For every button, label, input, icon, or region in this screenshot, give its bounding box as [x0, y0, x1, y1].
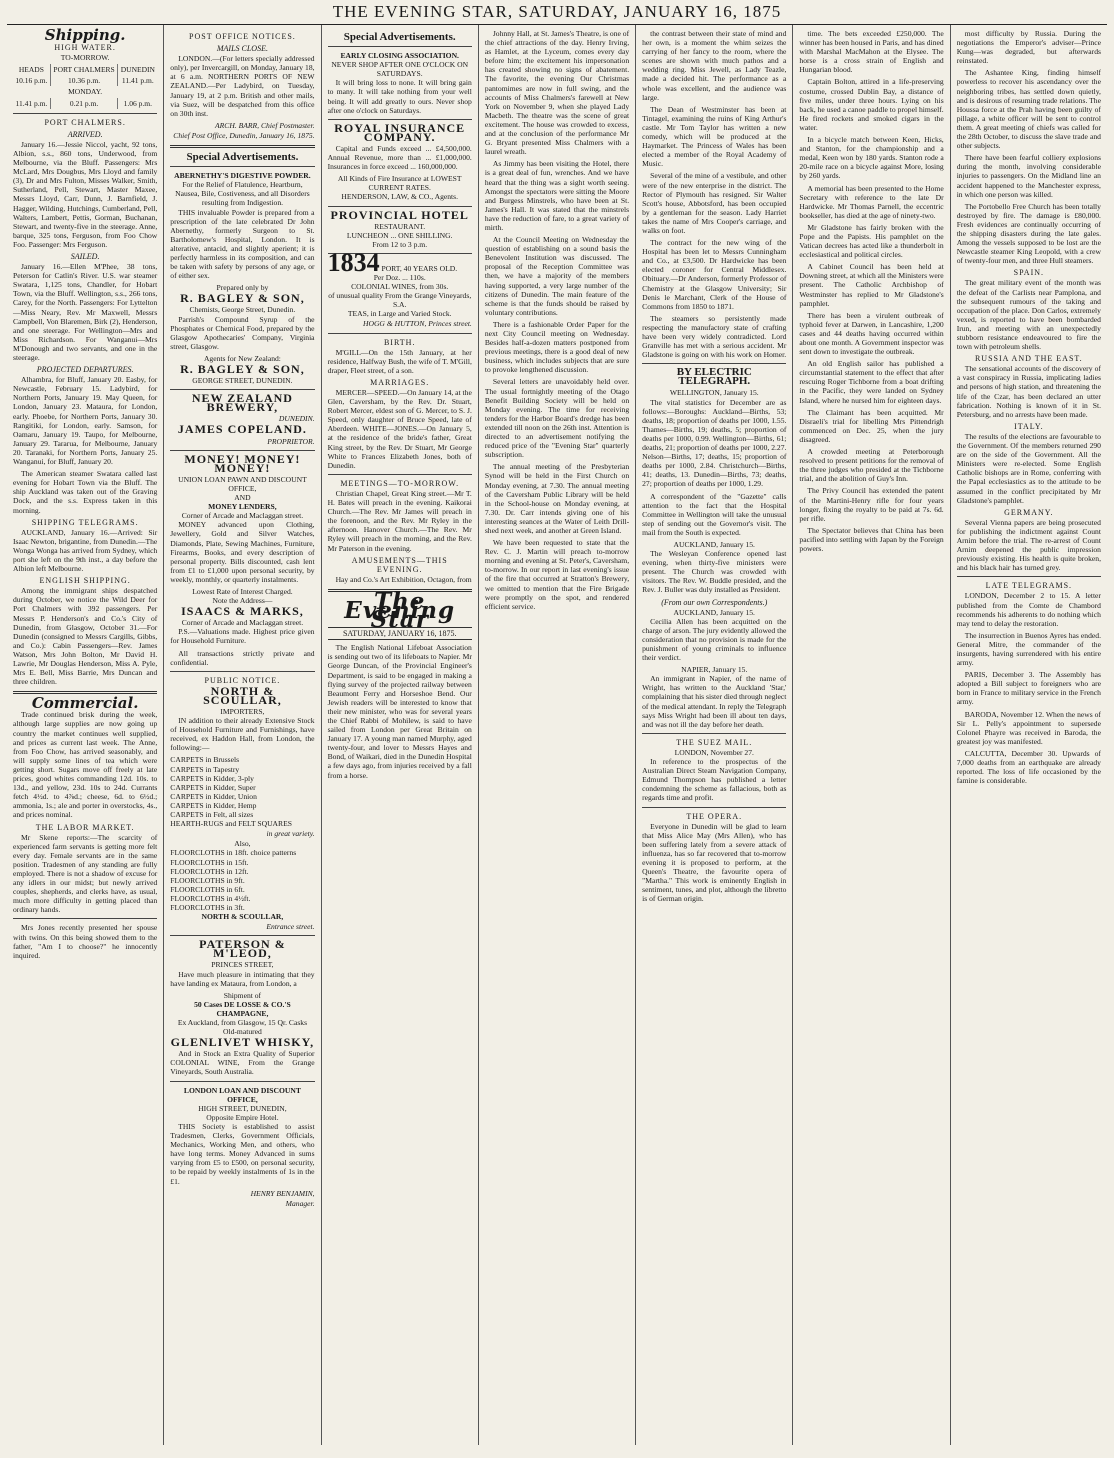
russia-heading: RUSSIA AND THE EAST. [974, 354, 1083, 364]
english-shipping-text: Among the immigrant ships despatched during October, we notice the Wild Deer for Port Chalmers with 392 passengers. Per Messrs P. Henderson's and Co.'s City of Dunedin, from Glasgow, October 31.—For Dunedin (consigned to Messrs Cargills, Gibbs, and Co.): Cabin Passengers—Rev. James Watson, Mrs John Bolton, Mr David H. Lawrie, Mr Douglas Henderson, Miss A. Pyle, Mrs E. Bell, Miss Barrie, Mrs Duncan and three children. [13, 586, 158, 687]
prepared-label: Prepared only by [216, 283, 269, 293]
germany-heading: GERMANY. [1004, 507, 1054, 517]
italy-heading: ITALY. [1014, 421, 1044, 431]
divider [642, 363, 786, 364]
early-closing-heading: EARLY CLOSING ASSOCIATION. [340, 51, 459, 61]
isaacs-name: ISAACS & MARKS, [181, 604, 304, 619]
chemists-label: Chemists, George Street, Dunedin. [189, 305, 296, 315]
shipping-telegrams-heading: SHIPPING TELEGRAMS. [31, 517, 139, 527]
tide-header: DUNEDIN [120, 65, 155, 75]
list-item: CARPETS in Brussels [170, 755, 240, 765]
tide-cell: 10.16 p.m. [13, 75, 50, 86]
floorcloth-list [170, 848, 314, 912]
luncheon-label: LUNCHEON ... ONE SHILLING. [346, 230, 453, 240]
late-telegrams-heading: LATE TELEGRAMS. [985, 581, 1073, 591]
paper-title: The Evening Star [344, 587, 456, 634]
article-text: We have been requested to state that the Rev. C. J. Martin will preach to-morrow morning and evening at St. Peter's, Caversham, to-morrow. In our report in last evening's issue of the fire that occurred at Stratton's Brewery, we omitted to mention that the Fire Brigade were promptly on the spot, and rendered efficient service. [484, 538, 630, 611]
post-office-heading: POST OFFICE NOTICES. [189, 32, 296, 41]
london-loan-heading: LONDON LOAN AND DISCOUNT OFFICE, [183, 1085, 301, 1104]
divider [642, 733, 786, 734]
article-text: A crowded meeting at Peterborough resolved to present petitions for the removal of the three judges who presided at the Tichborne trial, and the abolition of Guy's Inn. [799, 447, 944, 484]
london-dateline: LONDON, November 27. [674, 747, 754, 757]
and-label: AND [234, 493, 251, 503]
union-loan-heading: UNION LOAN PAWN AND DISCOUNT OFFICE, [178, 474, 307, 493]
colonial-wines-label: COLONIAL WINES, from 30s. [351, 282, 449, 292]
north-scoullar-name: NORTH & SCOULLAR, [203, 683, 282, 707]
arrived-text: January 16.—Jessie Niccol, yacht, 92 tons, Albion, s.s., 860 tons, Underwood, from Melbourne, via the Bluff. Passengers: Mrs McLard, Mrs Dougbus, Mrs Lloyd and family (3), Dr and Mrs Fulton, Misses Walker, Smith, Sutherland, Pell, Stewart, Master Maxee, Messrs Lloyd, Carr, Dunn, J. Barnfield, J. Hagger, Wilding, Hutchings, Cumberland, Pell, Walters, Lambert, Pettis, Gorman, Buchanan, Stewart, and twenty-five in the steerage. Anne, barque, 325 tons, Ferguson, from Foo Chow Foo. Passenger: Mrs Ferguson. [13, 139, 158, 249]
list-item: FLOORCLOTHS in 9ft. [170, 875, 245, 885]
tide-cell: 1.06 p.m. [123, 98, 152, 108]
article-text: Captain Bolton, attired in a life-preserving costume, crossed Dublin Bay, a distance of five miles, under three hours. Lying on his back, he used a canoe paddle to propel himself. He fired rockets and smoked cigars in the water. [799, 77, 944, 132]
list-item: FLOORCLOTHS in 3ft. [170, 902, 245, 912]
royal-insurance-agents: HENDERSON, LAW, & CO., Agents. [341, 192, 458, 202]
list-item: CARPETS in Kidder, 3-ply [170, 773, 254, 783]
port-chalmers-heading: PORT CHALMERS. [44, 117, 126, 127]
shipment-label: Shipment of [223, 990, 262, 1000]
telegraph-text: A correspondent of the "Gazette" calls attention to the fact that the Hospital Committee in Wellington will take the unusual step of sending out the Governor's visit. The mail from the South is expected. [642, 491, 787, 537]
late-telegram-text: LONDON, December 2 to 15. A letter published from the Comte de Chambord recommends his adherents to do nothing which may tend to delay the restoration. [956, 591, 1101, 628]
postmaster-signature: ARCH. BARR, Chief Postmaster. [215, 120, 315, 130]
list-item: FLOORCLOTHS in 12ft. [170, 866, 249, 876]
royal-insurance-heading: ROYAL INSURANCE COMPANY. [334, 120, 466, 144]
auckland-dateline-2: AUCKLAND, January 15. [673, 607, 755, 617]
divider [328, 46, 472, 47]
paper-dateline: SATURDAY, JANUARY 16, 1875. [328, 627, 472, 640]
divider [642, 807, 786, 808]
glenlivet-text: And in Stock an Extra Quality of Superior COLONIAL WINE, From the Grange Vineyards, South Australia. [170, 1049, 315, 1077]
english-shipping-heading: ENGLISH SHIPPING. [39, 576, 131, 586]
suez-mail-heading: THE SUEZ MAIL. [676, 737, 753, 747]
columns [7, 25, 1107, 1445]
masthead: THE EVENING STAR, SATURDAY, JANUARY 16, 1875 [7, 0, 1107, 25]
tomorrow-label: TO-MORROW. [60, 53, 110, 63]
glenlivet-label: GLENLIVET WHISKY, [170, 1035, 315, 1050]
special-ads-heading: Special Advertisements. [186, 151, 299, 164]
agents-label: Agents for New Zealand: [203, 353, 281, 363]
labor-market-text: Mr Skene reports:—The scarcity of experienced farm servants is getting more felt every day. Female servants are in the same position. Tradesmen of any standing are fully employed. There is not a shadow of excuse for any idlers in our midst; but newly arrived couples, shepherds, and clerks have, as usual, much more difficulty in getting placed than ordinary hands. [13, 832, 158, 915]
divider [170, 450, 314, 451]
article-text: As Jimmy has been visiting the Hotel, there is a great deal of fun, wrenches. And we have heard that the thing was a sight worth seeing. Amongst the spectators were sitting the Moore and Burgess Minstrels, who have been at St. James's Hall. It was stated that the minstrels have the reduction of fare, to a great variety of mirth. [484, 159, 630, 232]
corner-label-2: Corner of Arcade and Maclaggan street. [181, 618, 304, 628]
henry-benjamin-name: HENRY BENJAMIN, [250, 1188, 315, 1198]
divider [13, 918, 157, 919]
money-lenders-label: MONEY LENDERS, [208, 502, 277, 512]
article-text: The Ashantee King, finding himself powerless to recover his ascendancy over the neighboring tribes, has settled down quietly, and is desirous of resuming trade relations. The Houssa force at the Prah having been guilty of pillage, a white officer will be sent to control them. A great meeting of chiefs was called for the 28th October, to discuss the slave trade and other subjects. [956, 68, 1101, 151]
column-1 [7, 25, 164, 1445]
bagley-name: R. BAGLEY & SON, [180, 291, 305, 306]
proprietor-label: PROPRIETOR. [267, 436, 315, 446]
amusements-heading: AMUSEMENTS—THIS EVENING. [351, 555, 448, 574]
shipping-telegrams-text: AUCKLAND, January 16.—Arrived: Sir Isaac Newton, brigantine, from Dunedin.—The Wonga Wonga has arrived from Sydney, which port she left on the 9th inst., a day before the Albion left Melbourne. [13, 527, 158, 574]
provincial-hotel-heading: PROVINCIAL HOTEL [330, 207, 469, 222]
champagne-label: 50 Cases DE LOSSE & CO.'S CHAMPAGNE, [194, 999, 291, 1018]
article-text: There has been a virulent outbreak of typhoid fever at Darwen, in Lancashire, 1,200 cases and 44 deaths having occurred within about one month. A Government inspector was sent down to investigate the outbreak. [799, 310, 944, 357]
hogg-hutton-name: HOGG & HUTTON, Princes street. [362, 319, 472, 329]
list-item: FLOORCLOTHS in 4½ft. [170, 893, 251, 903]
ps-text: P.S.—Valuations made. Highest price given for Household Furniture. [170, 627, 315, 646]
own-correspondents-label: (From our own Correspondents.) [661, 597, 768, 607]
wellington-dateline: WELLINGTON, January 15. [669, 388, 759, 398]
auckland-dateline: AUCKLAND, January 15. [673, 539, 755, 549]
money-heading: MONEY! MONEY! MONEY! [184, 451, 301, 475]
grange-wine-label: of unusual quality From the Grange Vineyards, S.A. [328, 291, 472, 310]
article-text: An old English sailor has published a circumstantial statement to the effect that after rescuing Roger Tichborne from a boat drifting in the Pacific, they were landed on Sydney Island, where he nursed him for eighteen days. [799, 359, 944, 405]
list-item: CARPETS in Kidder, Union [170, 791, 257, 801]
american-text: The American steamer Swatara called last evening for Hobart Town via the Bluff. The ship Auckland was taken out of the Graving Dock, and the s.s. Express taken in this morning. [13, 469, 158, 515]
meetings-heading: MEETINGS—TO-MORROW. [340, 478, 460, 488]
list-item: CARPETS in Felt, all sizes [170, 810, 254, 820]
projected-heading: PROJECTED DEPARTURES. [36, 365, 134, 375]
loan-text: THIS Society is established to assist Tradesmen, Clerks, Government Officials, Mechanics, Working Men, and others, who have long terms. Money Advanced in sums varying from £5 to £500, on personal security, to be repaid by weekly instalments of 1s in the £1. [170, 1121, 315, 1186]
divider [328, 333, 472, 334]
hours-label: From 12 to 3 p.m. [372, 239, 428, 249]
divider [328, 119, 472, 120]
paterson-name: PATERSON & M'LEOD, [199, 937, 286, 961]
tide-cell: 11.41 p.m. [13, 98, 50, 109]
divider [170, 389, 314, 390]
north-scoullar-name-2: NORTH & SCOULLAR, [201, 912, 284, 922]
mails-close-heading: MAILS CLOSE. [216, 44, 268, 54]
list-item: CARPETS in Kidder, Super [170, 782, 256, 792]
abernethy-heading: ABERNETHY'S DIGESTIVE POWDER. [174, 171, 311, 181]
high-water-heading: HIGH WATER. [54, 43, 116, 53]
germany-text: Several Vienna papers are being prosecuted for publishing the indictment against Count Arnim before the trial. The re-arrest of Count Arnim deepened the public impression previously existing. His health is quite broken, and his black hair has turned grey. [956, 517, 1101, 573]
electric-telegraph-heading: BY ELECTRIC TELEGRAPH. [676, 366, 752, 388]
high-street-label: HIGH STREET, DUNEDIN, [198, 1103, 287, 1113]
list-item: FLOORCLOTHS in 18ft. choice patterns [170, 848, 297, 858]
money-text: MONEY advanced upon Clothing, Jewellery, Gold and Silver Watches, Diamonds, Plate, Sewing Machines, Furniture, Firearms, Books, and every description of personal property. Bills discounted, cash lent from £1 to £1,000 upon personal security, by weekly, monthly, or quarterly instalments. [170, 520, 315, 584]
russia-text: The sensational accounts of the discovery of a vast conspiracy in Russia, implicating ladies and persons of high station, and threatening the life of the Czar, has been declared an utter fabrication. Nothing is known of it in St. Petersburg, and no arrests have been made. [956, 364, 1101, 419]
confidential-text: All transactions strictly private and confidential. [170, 648, 315, 667]
abernethy-subheading: For the Relief of Flatulence, Heartburn, Nausea, Bile, Costiveness, and all Disorders resulting from Indigestion. [175, 180, 310, 208]
princes-street-label: PRINCES STREET, [211, 960, 274, 970]
public-notice-heading: PUBLIC NOTICE. [204, 675, 281, 685]
article-text: A Cabinet Council has been held at Downing street, at which all the Ministers were present. The Catholic Archbishop of Westminster has replied to Mr Gladstone's pamphlet. [799, 262, 944, 308]
tide-cell: 10.36 p.m. [50, 75, 118, 86]
brewery-location: DUNEDIN. [278, 414, 315, 424]
abernethy-text: THIS invaluable Powder is prepared from a prescription of the late celebrated Dr John Abernethy, formerly Surgeon to St. Bartholomew's Hospital, London. It is alterative, antacid, and slightly aperient; it is perfectly harmless in its composition, and can be taken with safety by persons of any age, or of either sex. [170, 207, 315, 281]
late-telegram-text: The insurrection in Buenos Ayres has ended. General Mitre, the commander of the insurgents, having surrendered with his entire army. [956, 630, 1101, 668]
article-text: The Dean of Westminster has been at Tintagel, examining the ruins of King Arthur's castle. Mr Tom Taylor has written a new comedy, which will be produced at the Haymarket. The Princess of Wales has been elected a member of the Royal Academy of Music. [642, 104, 787, 169]
telegraph-text: An immigrant in Napier, of the name of Wright, has written to the Auckland 'Star,' complaining that his sister died through neglect of the medical attendant. In reply the Telegraph says Miss Wright had been ill about ten days, and was not ill the day before her death. [642, 674, 787, 729]
tide-header: PORT CHALMERS [50, 64, 118, 75]
divider [328, 206, 472, 207]
entrance-label: Entrance street. [266, 922, 315, 932]
column-5 [636, 25, 793, 1445]
article-text: In a bicycle match between Keen, Hicks, and Stanton, for the championship and a medal, Keen won by 180 yards. Stanton rode a 20-mile race on a bicycle against More, losing by 260 yards. [799, 135, 944, 181]
teas-label: TEAS, in Large and Varied Stock. [347, 309, 452, 319]
column-6 [793, 25, 950, 1445]
italy-text: The results of the elections are favourable to the Government. Of the members returned 290 are on the side of the Government. All the Ministers were re-elected. Some English Catholic bishops are in Rome, conferring with the Papal ecclesiastics as to the attitude to be assumed in the conflict precipitated by Mr Gladstone's pamphlet. [956, 431, 1101, 505]
birth-text: M'GILL—On the 15th January, at her residence, Halfway Bush, the wife of T. M'Gill, draper, Fleet street, of a son. [327, 347, 472, 375]
bagley-name-2: R. BAGLEY & SON, [180, 362, 305, 376]
tide-header: HEADS [13, 64, 50, 75]
copeland-name: JAMES COPELAND. [177, 422, 307, 437]
article-text: At the Council Meeting on Wednesday the question of establishing on a sound basis the Benevolent Institution was discussed. The proposal of the Reception Committee was then, we have a majority of the members having supported, a very large number of the citizens of Dunedin. The main feature of the scheme is that the funds should be raised by voluntary contributions. [484, 235, 630, 317]
telegraph-text: The Wesleyan Conference opened last evening, when thirty-five ministers were present. The Church was crowded with visitors. The Rev. W. Buddle presided, and the Rev. J. Buller was duly installed as President. [642, 549, 787, 595]
commercial-heading: Commercial. [31, 694, 139, 713]
tide-cell: 11.41 p.m. [121, 76, 154, 86]
article-text: The steamers so persistently made respecting the manufactory state of crafting have been very widely contradicted. Lord Granville has met with a serious accident. Mr Gladstone is going on with his work on Homer. [642, 313, 787, 360]
opera-text: Everyone in Dunedin will be glad to learn that Miss Alice May (Mrs Allen), who has been suffering lately from a severe attack of influenza, has so far recovered that to-morrow evening it is proposed to perform, at the Queen's Theatre, the favourite opera of "Martha." This work is eminently English in sentiment, tunes, and plot, although the libretto is of German origin. [642, 821, 787, 904]
meetings-text: Christian Chapel, Great King street.—Mr T. H. Bates will preach in the evening. Kaikorai Church.—The Rev. Mr James will preach in the forenoon, and the Rev. Mr Ryley in the afternoon. Hanover Church.—The Rev. Mr Ryley will preach in the morning, and the Rev. Mr Paterson in the evening. [327, 488, 472, 553]
divider [170, 145, 314, 148]
divider [170, 671, 314, 672]
note-address-label: Note the Address— [212, 596, 273, 606]
sailed-text: January 16.—Ellen M'Phee, 38 tons, Peterson for Catlin's River. U.S. war steamer Swatara, 1,125 tons, Chandler, for Hobart Town, via the Bluff. Wellington, s.s., 266 tons, Carey, for the North. Passengers: For Lyttelton—Miss Neary, Rev. Mr Maxwell, Messrs Campbell, Von Blaremen, Birk (2), Henderson, and one steerage. For Wellington—Mrs and Miss Richardson. For Wanganui—Mrs M'Donough and two servants, and one in the steerage. [13, 262, 158, 362]
spain-heading: SPAIN. [1013, 268, 1045, 278]
importers-label: IMPORTERS, [220, 707, 265, 716]
article-text: The Privy Council has extended the patent of the Martini-Henry rifle for four years longer, fixing the royalty to be paid at 7s. 6d. per rifle. [799, 486, 944, 523]
spain-text: The great military event of the month was the defeat of the Carlists near Pamplona, and the subsequent rumours of the taking and occupation of the place. Don Carlos, extremely vexed, is reported to have been bombarded Irun, and meeting with an unexpectedly stubborn resistance endeavoured to fire the town with petroleum shells. [956, 278, 1101, 352]
article-text: Johnny Hall, at St. James's Theatre, is one of the chief attractions of the day. Henry Irving, as Hamlet, at the Lyceum, comes every day before him; the excitement his impersonation has created showing no signs of abatement. The favorite, the evening Our Christmas pantomimes are now in full swing, and the accounts of Miss Chalmers's farewell at New York on November 9, when she played Lady Macbeth. The theatre was the scene of great excitement. The house was crowded to excess, and at the conclusion of the performance Mr G. Bryant presented Miss Chalmers with a laurel wreath. [484, 29, 630, 157]
amusements-text: Hay and Co.'s Art Exhibition, Octagon, from [335, 574, 472, 584]
north-text: IN addition to their already Extensive Stock of Household Furniture and Furnishings, have received, ex Haddon Hall, from London, the following:— [170, 716, 315, 753]
list-item: CARPETS in Kidder, Hemp [170, 800, 257, 810]
tide-cell: 0.21 p.m. [50, 98, 118, 109]
article-text: most difficulty by Russia. During the negotiations the Emperor's adviser—Prince Kung—was degraded, but afterwards reinstated. [956, 29, 1101, 66]
divider [328, 474, 472, 475]
article-text: There have been fearful colliery explosions during the month, involving considerable injuries to passengers. On the Midland line an accident happened to the Manchester express, in which one person was killed. [956, 153, 1101, 199]
opposite-label: Opposite Empire Hotel. [206, 1112, 279, 1122]
newspaper-page [7, 0, 1107, 1458]
anecdote-text: Mrs Jones recently presented her spouse with twins. On this being showed them to the father, "Am I to choose?" he innocently inquired. [13, 923, 158, 960]
commercial-text: Trade continued brisk during the week, although large supplies are now going up country the market continues well supplied, and prices as current last week. The Anne, from Foo Chow, has arrived seasonably, and will supply some lines of tea which were getting short. Sugars move off freely at late prices, good whites commanding 12d. 10s. to 13d., and yellow, 23d. 10s to 24d. Currants fetch 4½d. to 4⅞d.; cheese, 6d. to 6½d.; ammonia, 1s.; ale and porter in overstocks, 4s., and prices nominal. [13, 710, 158, 820]
list-item: CARPETS in Tapestry [170, 764, 240, 774]
sailed-heading: SAILED. [70, 251, 100, 261]
early-closing-text: It will bring loss to none. It will bring gain to many. It will take nothing from your well being. It will add greatly to ours. Never shop after one o'clock on Saturdays. [327, 78, 472, 115]
marriages-heading: MARRIAGES. [370, 377, 430, 387]
tide-table [13, 64, 157, 108]
projected-text: Alhambra, for Bluff, January 20. Easby, for Newcastle, February 15. Ladybird, for Northern Ports, January 19. May Queen, for London, January 23. Mataura, for London, early. Phoebe, for Northern Ports, January 30. Rangitiki, for London, early. Samson, for Oamaru, January 19. Taupo, for Melbourne, January 29. Tararua, for Melbourne, January 20. Taranaki, for Northern Ports, January 25. Wanganui, for Bluff, January 20. [13, 375, 158, 467]
column-4 [479, 25, 636, 1445]
arrived-heading: ARRIVED. [67, 129, 103, 139]
column-3 [322, 25, 479, 1445]
article-text: The Spectator believes that China has been pacified into settling with Japan by the Foreign powers. [799, 525, 944, 553]
also-label: Also, [234, 839, 251, 849]
birth-heading: BIRTH. [383, 337, 416, 347]
special-ads-heading-2: Special Advertisements. [343, 31, 456, 43]
ex-auckland-label: Ex Auckland, from Glasgow, 15 Qr. Casks Old-matured [177, 1018, 308, 1037]
royal-insurance-rates: All Kinds of Fire Insurance at LOWEST CURRENT RATES. [337, 174, 462, 193]
column-7 [951, 25, 1107, 1445]
editorial-text: The English National Lifeboat Association is sending out two of its lifeboats to Napier. Mr George Duncan, of the Provincial Engineer's Department, is said to be engaged in making a flying survey of the projected railway between Beaumont Ferry and Horseshoe Bend. Our Jewish readers will be interested to know that their new minister, who was for several years the Chief Rabbi of Mohilew, is said to have sailed from London per Great Britain on January 17. A young man named Murphy, aged twenty-four, and lover to Messrs Hayes and Bond, of Waikari, died in the Dunedin Hospital a few days ago, from injuries received by a fall from a horse. [327, 643, 472, 780]
port-label: PORT, 40 YEARS OLD. [381, 263, 458, 273]
divider [13, 113, 157, 114]
per-doz-label: Per Doz. ... 110s. [373, 272, 426, 282]
article-text: A memorial has been presented to the Home Secretary with reference to the late Dr Hardwicke. Mr Thomas Parnell, the eccentric bookseller, has died at the age of ninety-two. [799, 183, 944, 220]
brewery-heading: NEW ZEALAND BREWERY, [191, 391, 293, 415]
corner-label: Corner of Arcade and Maclaggan street. [181, 511, 304, 521]
shipping-heading: Shipping. [44, 26, 126, 44]
divider [170, 166, 314, 167]
paterson-text: Have much pleasure in intimating that they have landing ex Mataura, from London, a [170, 969, 315, 988]
article-text: time. The bets exceeded £250,000. The winner has been housed in Paris, and has dined with Marshal MacMahon at the Elysee. The horse is a cross strain of English and Hungarian blood. [799, 29, 944, 75]
article-text: The Claimant has been acquitted. Mr Disraeli's trial for libelling Mrs Pittendrigh commenced on Dec. 25, when the jury disagreed. [799, 407, 944, 444]
marriages-text: MERCER—SPEED.—On January 14, at the Glen, Caversham, by the Rev. Dr. Stuart, Robert Mercer, eldest son of G. Mercer, to S. J. Speed, only daughter of Bruce Speed, late of Aberdeen. WHITE—JONES.—On January 5, at the residence of the bride's father, Great King street, by the Rev. Dr Stuart, Mr George White to Frances Elizabeth Jones, both of Dunedin. [327, 388, 472, 470]
article-text: The annual meeting of the Presbyterian Synod will be held in the First Church on Monday evening, at 7.30. The annual meeting of the Caversham Public Library will be held in the School-house on Monday evening, at 7.30. Dr. Carr intends giving one of his interesting seances at the Water of Leith Drill-shed next week, and another at Green Island. [484, 462, 630, 535]
list-item: FLOORCLOTHS in 6ft. [170, 884, 245, 894]
article-text: Several letters are unavoidably held over. The usual fortnightly meeting of the Otago Benefit Building Society will be held on Monday evening. The time for receiving tenders for the Harbor Board's dredge has been extended till noon on the 26th inst. Attention is directed to an advertisement notifying the reduced price of the "Evening Star" quarterly subscription. [484, 377, 630, 460]
divider [170, 1081, 314, 1082]
opera-heading: THE OPERA. [686, 811, 743, 821]
parrish-text: Parrish's Compound Syrup of the Phosphates or Chemical Food, prepared by the Glasgow Apothecaries' Company, Virginia street, Glasgow. [170, 314, 315, 351]
restaurant-label: RESTAURANT. [374, 221, 426, 231]
royal-insurance-text: Capital and Funds exceed ... £4,500,000. Annual Revenue, more than ... £1,000,000. Insurances in force exceed ... 160,000,000. [327, 143, 472, 172]
late-telegram-text: BARODA, November 12. When the news of Sir L. Pelly's appointment to supersede Colonel Phayre was received in Baroda, the greatest joy was manifested. [956, 709, 1101, 746]
article-text: The contract for the new wing of the Hospital has been let to Messrs Cunningham and Co., at £3,500. Dr Hardwicke has been elected coroner for Central Middlesex. Obituary.—Dr Anderson, formerly Professor of Chemistry at the Glasgow University; Sir Denis le Marchant, Clerk of the House of Commons from 1850 to 1871. [642, 238, 787, 311]
george-street-label: GEORGE STREET, DUNEDIN. [192, 376, 293, 386]
divider [170, 935, 314, 936]
column-2 [164, 25, 321, 1445]
article-text: the contrast between their state of mind and her own, is a moment the whim seizes the carrying of her fancy to the room, where the scenes are shown with much pathos and a wedding ring. Miss Jewell, as Lady Teazle, made a decided hit. The performance as a whole was excellent, and the audience was large. [642, 29, 787, 102]
labor-market-heading: THE LABOR MARKET. [35, 822, 135, 832]
list-item: FLOORCLOTHS in 15ft. [170, 857, 249, 867]
telegraph-text: Cecilia Allen has been acquitted on the charge of arson. The jury evidently allowed the consideration that no provision is made for the punishment of young criminals to influence their verdict. [642, 616, 787, 663]
lowest-rate-label: Lowest Rate of Interest Charged. [192, 586, 293, 596]
article-text: The Portobello Free Church has been totally destroyed by fire. The damage is £80,000. Fresh evidences are continually occurring of the shipping disasters during the late gales. Among the vessels supposed to be lost are the Newcastle steamer King Leopold, with a crew of twenty-four men, and three Hull steamers. [956, 201, 1101, 266]
late-telegram-text: CALCUTTA, December 30. Upwards of 7,000 deaths from an earthquake are already reported. The loss of life occasioned by the famine is considerable. [956, 748, 1101, 786]
article-text: There is a fashionable Order Paper for the next City Council meeting on Wednesday. Besides half-a-dozen matters postponed from previous meetings, there is a good deal of new business, which includes subjects that are sure to provoke lengthened discussion. [484, 319, 630, 375]
monday-label: MONDAY. [68, 87, 103, 97]
port-year: 1834 [327, 247, 380, 277]
article-text: Several of the mine of a vestibule, and other were of the new enterprise in the district. The Rector of Plymouth has resigned. Sir Walter Scott's house, Abbotsford, has been occupied by a gentleman for the season. Lady Harriet takes the name of Mrs Cooper's carriage, and walks on foot. [642, 171, 787, 235]
post-office-text: LONDON.—(For letters specially addressed only), per Invercargill, on Monday, January 18, at 6 a.m. NORTHERN PORTS OF NEW ZEALAND.—Per Ladybird, on Tuesday, January 19, at 2 p.m. British and other mails, via Suez, will be despatched from this office on 30th inst. [170, 54, 315, 118]
never-shop-label: NEVER SHOP AFTER ONE O'CLOCK ON SATURDAYS. [331, 60, 469, 79]
late-telegram-text: PARIS, December 3. The Assembly has adopted a Bill subject to foreigners who are born in France to military service in the French army. [956, 670, 1101, 707]
telegraph-text: The vital statistics for December are as follows:—Boroughs: Auckland—Births, 53; deaths, 18; proportion of deaths per 1000, 1.55. Thames—Births, 19; deaths, 5; proportion of deaths per 1000, 0.99. Wellington—Births, 61; deaths, 21; proportion of deaths per 1000, 2.27. Nelson—Births, 17; deaths, 15; proportion of deaths per 1000, 2.84. Christchurch—Births, 41; deaths, 13. Dunedin—Births, 73; deaths, 27; proportion of deaths per 1000, 1.29. [642, 397, 787, 489]
great-variety-label: in great variety. [266, 829, 315, 839]
suez-text: In reference to the prospectus of the Australian Direct Steam Navigation Company, Edmund Thompson has published a letter condemning the scheme as fallacious, both as regards time and profit. [642, 757, 787, 803]
divider [957, 576, 1101, 577]
article-text: Mr Gladstone has fairly broken with the Pope and the Papists. His pamphlet on the Vatican decrees has acted like a thunderbolt in ecclesiastical and political circles. [799, 222, 944, 260]
manager-label: Manager. [285, 1198, 315, 1208]
napier-dateline: NAPIER, January 15. [681, 665, 748, 675]
carpet-list [170, 755, 314, 828]
list-item: HEARTH-RUGS and FELT SQUARES [170, 819, 292, 829]
post-office-date: Chief Post Office, Dunedin, January 16, 1875. [173, 130, 315, 140]
